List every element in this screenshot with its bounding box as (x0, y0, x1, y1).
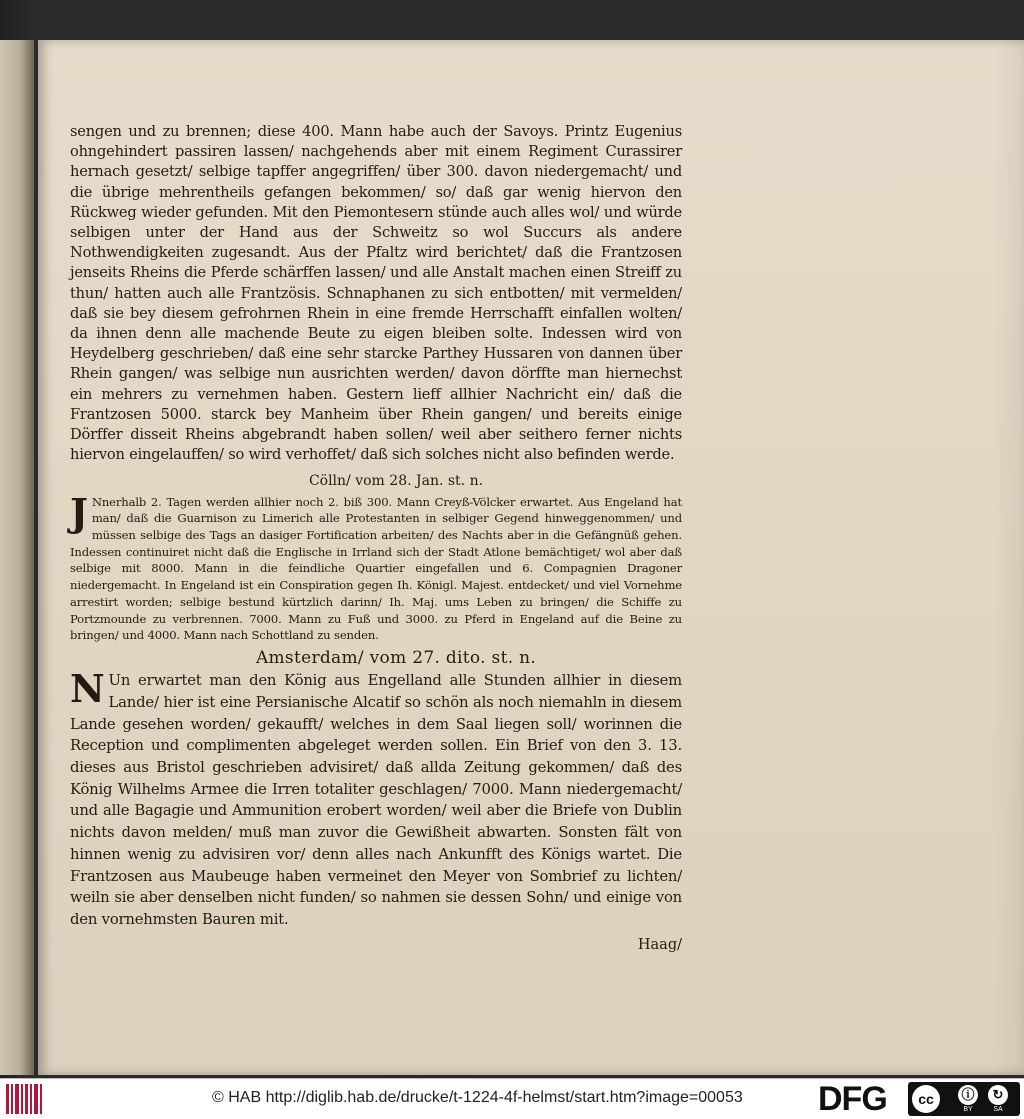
copyright-link[interactable]: © HAB http://diglib.hab.de/drucke/t-1224-4f-helmst/start.htm?image=00053 (212, 1089, 743, 1106)
drop-cap-j: J (70, 489, 88, 535)
dfg-logo: DFG (818, 1080, 887, 1118)
cc-icon: cc (912, 1085, 940, 1113)
paragraph-2 (70, 489, 682, 644)
viewer-footer (0, 1078, 1024, 1119)
page-shadow (994, 40, 1024, 1075)
heading-amsterdam: Amsterdam/ vom 27. dito. st. n. (255, 647, 537, 668)
hab-logo-icon (6, 1084, 46, 1114)
paragraph-3-body: Un erwartet man den König aus Engelland alle Stunden allhier in diesem Lande/ hier ist eine Persianische Alcatif so schön als noch niemahln in diesem Lande gesehen worden/ gekaufft/ welches in dem Saal liegen soll/ worinnen die Reception und complimenten abgeleget werden sollen. Ein Brief von den 3. 13. dieses aus Bristol geschrieben advisiret/ daß allda Zeitung gekommen/ daß des König Wilhelms Armee die Irren totaliter geschlagen/ 7000. Mann niedergemacht/ und alle Bagagie und Ammunition erobert worden/ weil aber die Briefe von Dublin nichts davon melden/ muß man zuvor die Gewißheit abwarten. Sonsten fält von hinnen wenig zu advisiren vor/ denn alles nach Ankunfft des Königs wartet. Die Frantzosen aus Maubeuge haben vermeinet den Meyer von Sombrief zu lichten/ weiln sie aber denselben nicht funden/ so nahmen sie dessen Sohn/ und einige von den vornehmsten Bauren mit. (70, 672, 682, 928)
page-text-block (70, 122, 682, 955)
previous-page-edge (0, 40, 34, 1075)
dateline-coelln: Cölln/ vom 28. Jan. st. n. (308, 473, 484, 490)
paragraph-3 (70, 666, 682, 930)
sa-icon: ↻ (988, 1085, 1008, 1105)
sa-label: SA (993, 1106, 1003, 1113)
drop-cap-n: N (70, 666, 105, 712)
by-icon: ⓘ (958, 1085, 978, 1105)
book-page (38, 40, 1024, 1075)
paragraph-1: sengen und zu brennen; diese 400. Mann habe auch der Savoys. Printz Eugenius ohngehindert passiren lassen/ nachgehends aber mit einem Regiment Curassirer hernach gesetzt/ selbige tapffer angegriffen/ über 300. davon niedergemacht/ und die übrige mehrentheils gefangen bekommen/ so/ daß gar wenig hiervon den Rückweg wieder gefunden. Mit den Piemontesern stünde auch alles wol/ und würde selbigen unter der Hand aus der Schweitz so wol Succurs als andere Nothwendigkeiten zugesandt. Aus der Pfaltz wird berichtet/ daß die Frantzosen jenseits Rheins die Pferde schärffen lassen/ und alle Anstalt machen einen Streiff zu thun/ hatten auch alle Frantzösis. Schnaphanen zu sich entbotten/ mit vermelden/ daß sie bey diesem gefrohrnen Rhein in eine fremde Herrschafft einfallen wolten/ da ihnen denn alle machende Beute zu eigen bleiben solte. Indessen wird von Heydelberg geschrieben/ daß eine sehr starcke Parthey Hussaren von dannen über Rhein gangen/ was selbige nun ausrichten werden/ davon dörffte man hiernechst ein mehrers zu vernehmen haben. Gestern lieff allhier Nachricht ein/ daß die Frantzosen 5000. starck bey Manheim über Rhein gangen/ und bereits einige Dörffer disseit Rheins abgebrandt haben sollen/ weil aber seithero ferner nichts hiervon eingelauffen/ so wird verhoffet/ daß sich solches nicht also befinden werde. (70, 123, 682, 464)
catchword: Haag/ (637, 936, 682, 953)
cc-license-badge[interactable] (908, 1082, 1020, 1116)
by-label: BY (963, 1106, 973, 1113)
paragraph-2-body: Nnerhalb 2. Tagen werden allhier noch 2. biß 300. Mann Creyß-Völcker erwartet. Aus Engeland hat man/ daß die Guarnison zu Limerich alle Protestanten in selbiger Gegend hinweggenommen/ und müssen selbige des Tags an dasiger Fortification arbeiten/ des Nachts aber in die Gefängnüß gehen. Indessen continuiret nicht daß die Englische in Irrland sich der Stadt Atlone bemächtiget/ wol aber daß selbige mit 8000. Mann in die feindliche Quartier eingefallen und 6. Compagnien Dragoner niedergemacht. In Engeland ist ein Conspiration gegen Ih. Königl. Majest. entdecket/ und viel Vornehme arrestirt worden; selbige bestund kürtzlich darinn/ Ih. Maj. ums Leben zu bringen/ die Schiffe zu Portzmounde zu verbrennen. 7000. Mann zu Fuß und 3000. zu Pferd in Engeland auf die Beine zu bringen/ und 4000. Mann nach Schottland zu senden. (70, 494, 682, 643)
